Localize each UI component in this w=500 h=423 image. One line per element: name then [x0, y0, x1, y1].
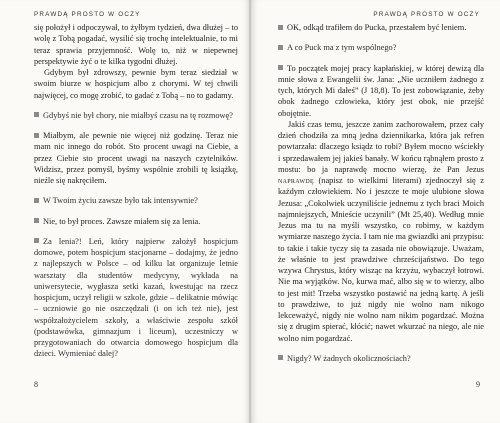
square-bullet-icon — [278, 355, 283, 360]
answer-text: OK, odkąd trafiłem do Pucka, przestałem być leniem. — [287, 23, 467, 32]
square-bullet-icon — [34, 218, 39, 223]
question-text: W Twoim życiu zawsze było tak intensywnie? — [43, 196, 198, 206]
running-head-left: PRAWDĄ PROSTO W OCZY — [34, 11, 141, 18]
square-bullet-icon — [278, 65, 283, 70]
square-bullet-icon — [34, 133, 39, 138]
paragraph — [278, 119, 484, 344]
small-caps-word: naprawdę — [278, 176, 314, 185]
answer-text: To początek mojej pracy kapłańskiej, w której dewizą dla mnie słowa z Ewangelii św. Jana: „Nie uczniłem żadnego z tych, których Mi dałeś” (J 18,8). To jest zobowiązanie, żeby obok żadnego człowieka, który jest obok, nie przejść obojętnie. — [278, 63, 484, 118]
answer-text: Nie, to był proces. Zawsze miałem się za lenia. — [43, 216, 201, 226]
running-head-right: PRAWDĄ PROSTO W OCZY — [373, 11, 480, 18]
answer — [278, 22, 484, 33]
question-text: Gdybyś nie był chory, nie miałbyś czasu na tę rozmowę? — [43, 110, 233, 120]
square-bullet-icon — [278, 25, 283, 30]
answer-text: Miałbym, ale pewnie nie więcej niż godzinę. Teraz nie mam nic innego do robót. Sto procent uwagi na Ciebie, a przez Ciebie sto procent uwagi na naszych czytelników. Widzisz, przez pomyśl, byśmy wspólnie zrobili tę książkę, nieźle się nakręciłem. — [34, 131, 238, 185]
left-page-text — [34, 22, 238, 360]
paragraph-text: (napisz to wielkimi literami) zjednoczył się z każdym człowiekiem. No i jeszcze te moje ulubione słowa Jezusa: „Cokolwiek uczyniliście jednemu z tych braci Moich najmniejszych, Mnieście uczynili” (Mt 25,40). Według mnie Jezus ma tu na myśli wszystko, co robimy, w każdym wymiarze naszego życia. I tam nie ma gwiazdki ani przypisu: to takie i takie tyczy się ta zasada nie obowiązuje. Uważam, że właśnie to jest prawdziwe chrześcijaństwo. Do tego wzywa Chrystus, który wisząc na krzyżu, wybaczył łotrowi. Nie ma wyjątków. No, kurwa mać, albo się w to wierzy, albo to jest mit! Trzeba wszystko postawić na jedną kartę. A jeśli to prawdziwe, to już nigdy nie wolno nam nikogo lekceważyć, nigdy nie wolno nam nikim pogardzać. Można się z drugim spierać, kłócić; nawet wkurzać na niego, ale nie wolno nim pogardzać. — [278, 176, 484, 343]
answer — [278, 63, 484, 119]
right-page — [251, 0, 500, 423]
paragraph: Gdybym był zdrowszy, pewnie bym teraz siedział w swoim biurze w hospicjum albo z chorymi. W tej chwili najwięcej, co mogę zrobić, to gadać z Tobą – no to gadamy. — [34, 68, 238, 100]
question — [34, 236, 238, 360]
paragraph-text: Jakiś czas temu, jeszcze zanim zachorowałem, przez cały dzień chodziła za mną jedna dziennikarka, która jak refren powtarzała: dlaczego ksiądz to robi? Byłem mocno wściekły i sprzedawałem jej jakieś banały. W końcu rąbnąłem prosto z mostu: bo ja naprawdę mocno wierzę, że Pan Jezus — [278, 119, 484, 174]
page-number-left: 8 — [34, 380, 38, 389]
question — [34, 110, 238, 121]
square-bullet-icon — [278, 45, 283, 50]
question-text: Za lenia?! Leń, który najpierw założył hospicjum domowe, potem hospicjum stacjonarne – dodajmy, że jedno z najlepszych w Polsce – od kilku lat organizuje letnie warsztaty dla studentów medycyny, wykłada na uniwersytecie, wygłasza setki kazań, kwestując na rzecz hospicjum, uczył religii w szkole, gdzie – delikatnie mówiąc – uczniowie go nie oszczędzali (i on ich też nie), jest współzałożycielem szkoły, a właściwie zespołu szkół (podstawówka, gimnazjum i liceum), uczestniczy w przygotowaniach do otwarcia domowego hospicjum dla dzieci. Wymieniać dalej? — [34, 236, 238, 359]
question — [34, 195, 238, 206]
question — [278, 42, 484, 53]
answer — [34, 130, 238, 186]
square-bullet-icon — [34, 112, 39, 117]
square-bullet-icon — [34, 238, 39, 243]
page-number-right: 9 — [476, 380, 480, 389]
question-text: A co Puck ma z tym wspólnego? — [287, 43, 397, 53]
paragraph: się położył i odpoczywał, to żyłbym tydzień, dwa dłużej – to wolę z Tobą pogadać, wysilić się trochę intelektualnie, to mi teraz sprawia przyjemność. Wolę to, niż w niepewnej perspektywie żyć o te kilka tygodni dłużej. — [34, 23, 238, 66]
answer — [34, 216, 238, 227]
question-text: Nigdy? W żadnych okolicznościach? — [287, 353, 411, 363]
right-page-text — [278, 22, 484, 364]
question — [278, 353, 484, 364]
square-bullet-icon — [34, 198, 39, 203]
